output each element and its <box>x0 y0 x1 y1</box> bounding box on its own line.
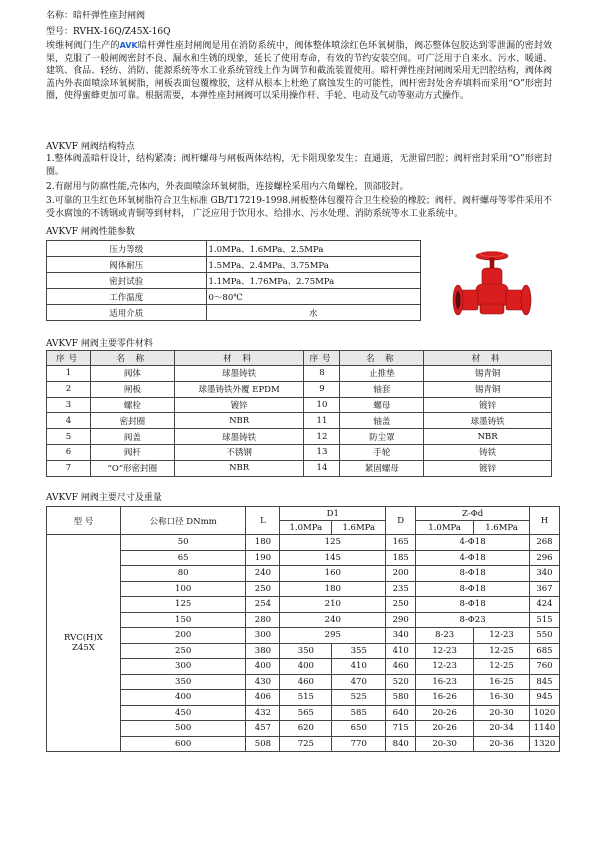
dimensions-table <box>46 506 560 752</box>
cell: 268 <box>529 535 559 551</box>
cell: 240 <box>246 566 280 582</box>
cell: NBR <box>174 460 304 476</box>
cell: 290 <box>386 612 416 628</box>
cell: 20-30 <box>416 736 474 752</box>
cell: 515 <box>529 612 559 628</box>
cell: 8 <box>304 366 340 382</box>
cell: 840 <box>386 736 416 752</box>
col-header-pressure: 1.0MPa <box>280 521 332 535</box>
cell: 1140 <box>529 721 559 737</box>
table-row <box>47 273 421 289</box>
cell: 不锈钢 <box>174 444 304 460</box>
cell: 254 <box>246 597 280 613</box>
col-header-dn: 公称口径 DNmm <box>120 507 246 535</box>
cell: 280 <box>246 612 280 628</box>
cell: 520 <box>386 674 416 690</box>
cell: 20-26 <box>416 721 474 737</box>
cell: 16-26 <box>416 690 474 706</box>
cell: 轴盖 <box>340 413 424 429</box>
brand-logo: AVK <box>119 41 138 50</box>
table-row <box>47 581 560 597</box>
cell: 760 <box>529 659 559 675</box>
cell: 20-30 <box>474 705 530 721</box>
cell: 65 <box>120 550 246 566</box>
cell: 460 <box>386 659 416 675</box>
cell: 400 <box>246 659 280 675</box>
cell: 240 <box>280 612 386 628</box>
cell: 12 <box>304 429 340 445</box>
cell: 80 <box>120 566 246 582</box>
col-header: 材 料 <box>424 351 552 366</box>
cell: 阀盖 <box>90 429 174 445</box>
cell: 450 <box>120 705 246 721</box>
cell: 20-36 <box>474 736 530 752</box>
cell: 12-25 <box>474 643 530 659</box>
cell: 6 <box>47 444 91 460</box>
cell: 9 <box>304 381 340 397</box>
cell: 4 <box>47 413 91 429</box>
cell: 闸板 <box>90 381 174 397</box>
cell: 14 <box>304 460 340 476</box>
perf-key: 工作温度 <box>47 289 207 305</box>
cell: 500 <box>120 721 246 737</box>
cell: 3 <box>47 397 91 413</box>
cell: NBR <box>424 429 552 445</box>
cell: 406 <box>246 690 280 706</box>
cell: 20-34 <box>474 721 530 737</box>
cell: 210 <box>280 597 386 613</box>
table-header-row <box>47 351 552 366</box>
cell: 13 <box>304 444 340 460</box>
cell: 250 <box>120 643 246 659</box>
cell: 1 <box>47 366 91 382</box>
cell: 7 <box>47 460 91 476</box>
cell: 145 <box>280 550 386 566</box>
cell: 球墨铸铁 <box>424 413 552 429</box>
cell: 阀体 <box>90 366 174 382</box>
model-label: RVC(H)X <box>64 633 103 643</box>
cell: 16-23 <box>416 674 474 690</box>
cell: 螺栓 <box>90 397 174 413</box>
cell: 止推垫 <box>340 366 424 382</box>
cell: 600 <box>120 736 246 752</box>
structure-point-1: 1.整体阀盖暗杆设计，结构紧凑；阀杆螺母与闸板两体结构，无卡阻现象发生；直通道，无泄留凹腔；阀杆密封采用“O”形密封圈。 <box>46 154 552 177</box>
model-label: Z45X <box>72 643 95 653</box>
cell: 100 <box>120 581 246 597</box>
perf-value: 0～80℃ <box>206 289 420 305</box>
cell: 2 <box>47 381 91 397</box>
cell: 16-30 <box>474 690 530 706</box>
perf-value: 1.5MPa、2.4MPa、3.75MPa <box>206 257 420 273</box>
cell: 50 <box>120 535 246 551</box>
table-row <box>47 736 560 752</box>
cell: 8-Φ18 <box>416 581 530 597</box>
cell: 300 <box>120 659 246 675</box>
col-header-zd: Z-Φd <box>416 507 530 521</box>
cell: 12-23 <box>416 659 474 675</box>
table-row <box>47 381 552 397</box>
cell: 300 <box>246 628 280 644</box>
cell: 镀锌 <box>424 460 552 476</box>
col-header-pressure: 1.6MPa <box>332 521 386 535</box>
gate-valve-image <box>446 248 536 328</box>
table-row <box>47 659 560 675</box>
cell: 锡青铜 <box>424 366 552 382</box>
cell: 8-Φ18 <box>416 597 530 613</box>
table-row <box>47 535 560 551</box>
table-row <box>47 597 560 613</box>
cell: 620 <box>280 721 332 737</box>
cell: 235 <box>386 581 416 597</box>
cell: 580 <box>386 690 416 706</box>
cell: 460 <box>280 674 332 690</box>
table-row <box>47 628 560 644</box>
cell: 8-Φ18 <box>416 566 530 582</box>
product-name: 名称：暗杆弹性座封闸阀 <box>46 11 146 21</box>
perf-key: 压力等级 <box>47 241 207 257</box>
product-model: 型号：RVHX-16Q/Z45X-16Q <box>46 27 171 37</box>
cell: 430 <box>246 674 280 690</box>
col-header: 名 称 <box>340 351 424 366</box>
cell: 340 <box>529 566 559 582</box>
cell: 515 <box>280 690 332 706</box>
cell: 球墨铸铁 <box>174 366 304 382</box>
cell: 380 <box>246 643 280 659</box>
table-row <box>47 289 421 305</box>
intro-body: 暗杆弹性座封闸阀是用在消防系统中，阀体整体喷涂红色环氧树脂，阀芯整体包胶达到零泄漏的密封效果，克服了一般闸阀密封不良、漏水和生锈的现象，延长了使用寿命，有效的节约安装空间。可广泛用于自来水、污水、暖通、建筑、食品、轻纺、消防、能源系统等水工业系统管线上作为调节和截流装置使用。暗杆弹性座封闸阀采用无凹腔结构，阀体阀盖内外表面喷涂环氧树脂，闸板表面包覆橡胶，这样从根本上杜绝了腐蚀发生的可能性，阀杆密封处舍弃填料而采用“O”形密封圈，使得蜜蜂更加可靠。根据需要，本弹性座封闸阀可以采用操作杆、手轮、电动及气动等驱动方式操作。 <box>46 41 552 101</box>
cell: 190 <box>246 550 280 566</box>
intro-prefix: 埃维柯阀门生产的 <box>46 41 120 51</box>
cell: 球墨铸铁外覆 EPDM <box>174 381 304 397</box>
cell: 150 <box>120 612 246 628</box>
perf-value: 1.1MPa、1.76MPa、2.75MPa <box>206 273 420 289</box>
table-row <box>47 257 421 273</box>
cell: 585 <box>332 705 386 721</box>
cell: 轴套 <box>340 381 424 397</box>
cell: 镀锌 <box>174 397 304 413</box>
table-row <box>47 241 421 257</box>
perf-value: 1.0MPa、1.6MPa、2.5MPa <box>206 241 420 257</box>
cell: 410 <box>386 643 416 659</box>
cell: 432 <box>246 705 280 721</box>
cell: 725 <box>280 736 332 752</box>
cell: 424 <box>529 597 559 613</box>
col-header: 序号 <box>47 351 91 366</box>
cell: 367 <box>529 581 559 597</box>
cell: 球墨铸铁 <box>174 429 304 445</box>
cell: 508 <box>246 736 280 752</box>
cell: 12-25 <box>474 659 530 675</box>
perf-key: 适用介质 <box>47 305 207 321</box>
structure-point-3: 3.可靠的卫生红色环氧树脂符合卫生标准 GB/T17219-1998.闸板整体包覆符合卫生检验的橡胶；阀杆、阀杆螺母等零件采用不受水腐蚀的不锈钢或青铜等到材料， 广泛应用于饮用水、给排水、污水处理、消防系统等水工业系统中。 <box>46 196 552 219</box>
table-row <box>47 566 560 582</box>
cell: 550 <box>529 628 559 644</box>
table-row <box>47 612 560 628</box>
cell: 密封圈 <box>90 413 174 429</box>
cell: 180 <box>280 581 386 597</box>
col-header-l: L <box>246 507 280 535</box>
cell: 945 <box>529 690 559 706</box>
cell: 125 <box>120 597 246 613</box>
cell: 296 <box>529 550 559 566</box>
cell: 165 <box>386 535 416 551</box>
cell: 阀杆 <box>90 444 174 460</box>
cell: “O”形密封圈 <box>90 460 174 476</box>
cell: 8-23 <box>416 628 474 644</box>
col-header: 名 称 <box>90 351 174 366</box>
col-header-model: 型 号 <box>47 507 121 535</box>
perf-key: 阀体耐压 <box>47 257 207 273</box>
table-row <box>47 721 560 737</box>
table-row <box>47 690 560 706</box>
cell: 770 <box>332 736 386 752</box>
cell: 200 <box>120 628 246 644</box>
perf-value: 水 <box>206 305 420 321</box>
cell: 410 <box>332 659 386 675</box>
cell: 铸铁 <box>424 444 552 460</box>
cell: 355 <box>332 643 386 659</box>
table-row <box>47 444 552 460</box>
cell: 12-23 <box>416 643 474 659</box>
table-row <box>47 305 421 321</box>
cell: 400 <box>120 690 246 706</box>
cell: 250 <box>386 597 416 613</box>
col-header-d1: D1 <box>280 507 386 521</box>
cell: 180 <box>246 535 280 551</box>
col-header: 材 料 <box>174 351 304 366</box>
cell: 125 <box>280 535 386 551</box>
cell: 470 <box>332 674 386 690</box>
cell: NBR <box>174 413 304 429</box>
cell: 565 <box>280 705 332 721</box>
cell: 350 <box>280 643 332 659</box>
table-row <box>47 397 552 413</box>
table-row <box>47 429 552 445</box>
cell: 手轮 <box>340 444 424 460</box>
cell: 1320 <box>529 736 559 752</box>
cell: 525 <box>332 690 386 706</box>
cell: 锡青铜 <box>424 381 552 397</box>
cell: 4-Φ18 <box>416 550 530 566</box>
cell: 715 <box>386 721 416 737</box>
cell: 250 <box>246 581 280 597</box>
cell: 350 <box>120 674 246 690</box>
table-row <box>47 366 552 382</box>
col-header-d: D <box>386 507 416 535</box>
cell: 20-26 <box>416 705 474 721</box>
model-cell <box>47 535 121 752</box>
materials-table <box>46 350 552 477</box>
table-row <box>47 413 552 429</box>
col-header-pressure: 1.6MPa <box>474 521 530 535</box>
cell: 1020 <box>529 705 559 721</box>
perf-key: 密封试验 <box>47 273 207 289</box>
cell: 16-25 <box>474 674 530 690</box>
cell: 10 <box>304 397 340 413</box>
dimensions-title: AVKVF 闸阀主要尺寸及重量 <box>46 493 162 503</box>
cell: 12-23 <box>474 628 530 644</box>
cell: 400 <box>280 659 332 675</box>
cell: 185 <box>386 550 416 566</box>
cell: 紧固螺母 <box>340 460 424 476</box>
cell: 340 <box>386 628 416 644</box>
cell: 螺母 <box>340 397 424 413</box>
cell: 457 <box>246 721 280 737</box>
col-header: 序号 <box>304 351 340 366</box>
performance-table <box>46 240 421 321</box>
materials-title: AVKVF 闸阀主要零件材料 <box>46 339 153 349</box>
cell: 685 <box>529 643 559 659</box>
col-header-pressure: 1.0MPa <box>416 521 474 535</box>
cell: 650 <box>332 721 386 737</box>
cell: 160 <box>280 566 386 582</box>
table-row <box>47 643 560 659</box>
table-header-row <box>47 507 560 521</box>
intro-paragraph <box>46 40 552 103</box>
structure-point-2: 2.有耐用与防腐性能,壳体内，外表面喷涂环氧树脂，连接螺栓采用内六角螺栓，顶部胶封。 <box>46 182 409 192</box>
table-row <box>47 550 560 566</box>
cell: 640 <box>386 705 416 721</box>
table-row <box>47 674 560 690</box>
cell: 200 <box>386 566 416 582</box>
cell: 5 <box>47 429 91 445</box>
performance-title: AVKVF 闸阀性能参数 <box>46 227 135 237</box>
col-header-h: H <box>529 507 559 535</box>
structure-title: AVKVF 闸阀结构特点 <box>46 142 135 152</box>
cell: 4-Φ18 <box>416 535 530 551</box>
cell: 295 <box>280 628 386 644</box>
cell: 镀锌 <box>424 397 552 413</box>
table-row <box>47 705 560 721</box>
cell: 防尘罩 <box>340 429 424 445</box>
table-row <box>47 460 552 476</box>
cell: 8-Φ23 <box>416 612 530 628</box>
cell: 845 <box>529 674 559 690</box>
cell: 11 <box>304 413 340 429</box>
